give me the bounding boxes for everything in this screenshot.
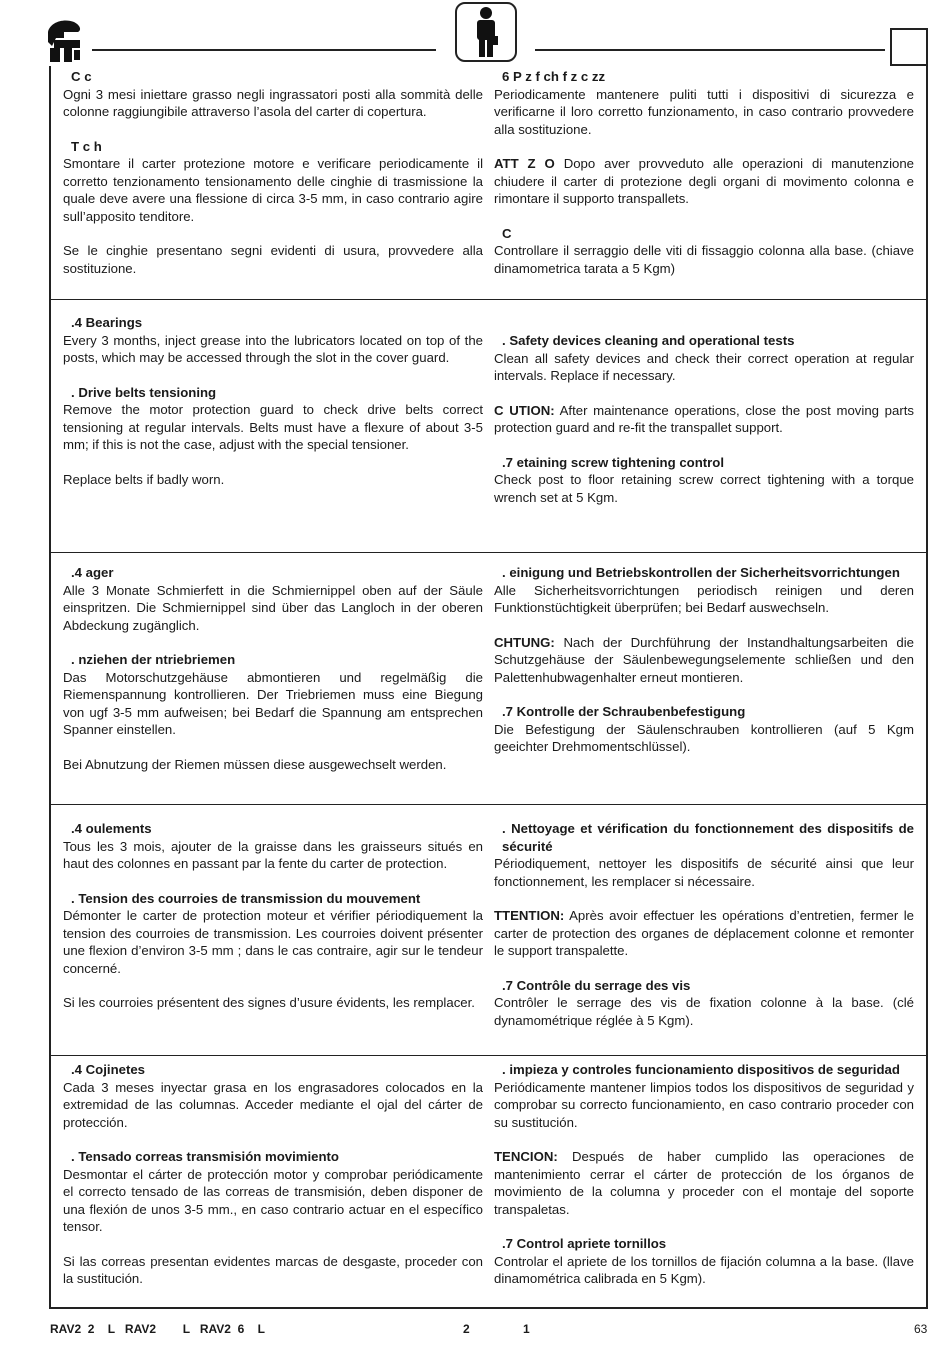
paragraph: Si las correas presentan evidentes marcas de desgaste, proceder con la sustitución.	[63, 1253, 483, 1286]
warning-label: TTENTION:	[494, 908, 565, 923]
heading-bearings: .4 oulements	[71, 821, 152, 836]
paragraph: Smontare il carter protezione motore e verificare periodicamente il corretto tenzionamento tensionamento delle cinghie di trasmissione la quale deve avere una flessione di circa 3-5 mm, in caso contrario agire sull’apposito tenditore.	[63, 156, 483, 224]
section-divider	[49, 552, 928, 553]
page-header	[0, 0, 950, 66]
section-divider	[49, 1055, 928, 1056]
warning-text: Nach der Durchführung der Instandhaltungsarbeiten die Schutzgehäuse der Säulenbewegungselemente schließen und den Palettenhubwagenhalter erneut montieren.	[494, 634, 914, 685]
operator-person-icon	[457, 4, 515, 60]
heading-bearings: .4 Bearings	[71, 315, 143, 330]
heading-screw-control: .7 etaining screw tightening control	[502, 454, 725, 470]
paragraph: Controllare il serraggio delle viti di fissaggio colonna alla base. (chiave dinamometrica tarata a 5 Kgm)	[494, 243, 914, 276]
section-divider	[49, 299, 928, 300]
heading-bearings: .4 Cojinetes	[71, 1062, 146, 1077]
heading-belts: T c h	[71, 138, 102, 154]
paragraph: Die Befestigung der Säulenschrauben kontrollieren (auf 5 Kgm geeichter Drehmomentschlüssel).	[494, 721, 914, 754]
paragraph: Se le cinghie presentano segni evidenti di usura, provvedere alla sostituzione.	[63, 243, 483, 276]
heading-screw-control: C	[502, 225, 512, 241]
warning-text: Dopo aver provveduto alle operazioni di manutenzione chiudere il carter di protezione degli organi di movimento colonna e rimontare il supporto transpallets.	[494, 156, 915, 206]
paragraph: Periodicamente mantenere puliti tutti i dispositivi di sicurezza e verificarne il loro corretto funzionamento, in caso contrario provvedere alla sostituzione.	[494, 86, 914, 137]
heading-safety-devices: . Safety devices cleaning and operational tests	[502, 333, 795, 348]
section-es-right	[494, 1061, 914, 1288]
section-de-left	[63, 564, 483, 773]
warning-paragraph	[494, 155, 914, 208]
paragraph: Clean all safety devices and check their correct operation at regular intervals. Replace if necessary.	[494, 350, 914, 383]
section-divider	[49, 804, 928, 805]
paragraph: Periódicamente mantener limpios todos los dispositivos de seguridad y comprobar su correcto funcionamiento, en caso contrario proceder con su sustitución.	[494, 1079, 914, 1130]
paragraph: Ogni 3 mesi iniettare grasso negli ingrassatori posti alla sommità delle colonne raggiungibile attraverso l’asola del carter di copertura.	[63, 86, 483, 119]
heading-belts: . Tensado correas transmisión movimiento	[71, 1149, 339, 1164]
footer-code: 2	[463, 1322, 470, 1336]
paragraph: Cada 3 meses inyectar grasa en los engrasadores colocados en la extremidad de las columnas. Acceder mediante el ojal del cárter de protección.	[63, 1079, 483, 1130]
section-it-right	[494, 68, 914, 277]
section-es-left	[63, 1061, 483, 1288]
section-de-right	[494, 564, 914, 756]
heading-safety-devices: . einigung und Betriebskontrollen der Sicherheitsvorrichtungen	[502, 565, 900, 580]
warning-text: After maintenance operations, close the post moving parts protection guard and re-fit the transpallet support.	[494, 402, 914, 435]
paragraph: Contrôler le serrage des vis de fixation colonne à la base. (clé dynamométrique réglée à 5 Kgm).	[494, 995, 914, 1028]
paragraph: Remove the motor protection guard to check drive belts correct tensioning at regular intervals. Belts must have a flexure of about 3-5 mm; if this is not the case, adjust with the special tensioner.	[63, 402, 483, 452]
heading-safety-devices: . Nettoyage et vérification du fonctionnement des dispositifs de sécurité	[502, 821, 914, 854]
warning-text: Después de haber cumplido las operaciones de mantenimiento cerrar el cárter de protección de los órganos de movimiento de la columna y proceder con el montaje del soporte transpaletas.	[494, 1149, 914, 1217]
heading-screw-control: .7 Kontrolle der Schraubenbefestigung	[502, 704, 746, 719]
header-rule-left	[92, 49, 436, 51]
warning-label: C UTION:	[494, 402, 555, 418]
paragraph: Desmontar el cárter de protección motor y comprobar periódicamente el correcto tensado de las correas de transmisión, deben disponer de una flexión de unos 3-5 mm., en caso contrario actuar en el específico tensor.	[63, 1166, 483, 1234]
paragraph: Démonter le carter de protection moteur et vérifier périodiquement la tension des courroies de transmission. Les courroies doivent présenter une flexion d’environ 3-5 mm ; dans le cas contraire, agir sur le tendeur concerné.	[63, 908, 483, 976]
section-fr-right	[494, 820, 914, 1029]
warning-label: ATT Z O	[494, 156, 555, 171]
paragraph: Alle Sicherheitsvorrichtungen periodisch reinigen und deren Funktionstüchtigkeit überprüfen; bei Bedarf auswechseln.	[494, 582, 914, 615]
section-fr-left	[63, 820, 483, 1012]
heading-bearings: .4 ager	[71, 565, 114, 580]
paragraph: Every 3 months, inject grease into the lubricators located on top of the posts, which may be accessed through the slot in the cover guard.	[63, 332, 483, 365]
heading-belts: . Drive belts tensioning	[71, 384, 217, 400]
paragraph: Das Motorschutzgehäuse abmontieren und regelmäßig die Riemenspannung kontrollieren. Der Triebriemen muss eine Biegung von ugf 3-5 mm aufweisen; bei Bedarf die Spannung am entsprechen Spanner einstellen.	[63, 669, 483, 737]
header-rule-right	[535, 49, 885, 51]
footer-model-list: RAV2 2 L RAV2 L RAV2 6 L	[50, 1322, 265, 1336]
footer-code: 1	[523, 1322, 530, 1336]
heading-belts: . nziehen der ntriebriemen	[71, 652, 236, 667]
paragraph: Périodiquement, nettoyer les dispositifs de sécurité ainsi que leur fonctionnement, les remplacer si nécessaire.	[494, 856, 914, 889]
warning-paragraph	[494, 402, 914, 437]
header-box	[890, 28, 928, 66]
warning-paragraph	[494, 1148, 914, 1218]
warning-paragraph	[494, 634, 914, 687]
page-number: 63	[914, 1322, 928, 1336]
heading-screw-control: .7 Control apriete tornillos	[502, 1236, 667, 1251]
operator-manual-badge	[455, 2, 517, 62]
warning-label: CHTUNG:	[494, 634, 555, 650]
heading-belts: . Tension des courroies de transmission du mouvement	[71, 890, 421, 906]
paragraph: Controlar el apriete de los tornillos de fijación columna a la base. (llave dinamométrica calibrada en 5 Kgm).	[494, 1253, 914, 1286]
manufacturer-logo-icon	[44, 18, 86, 64]
paragraph: Alle 3 Monate Schmierfett in die Schmiernippel oben auf der Säule einspritzen. Die Schmiernippel sind über das Langloch in der oberen Abdeckung zugänglich.	[63, 582, 483, 633]
warning-label: TENCION:	[494, 1149, 558, 1164]
paragraph: Replace belts if badly worn.	[63, 471, 225, 487]
paragraph: Tous les 3 mois, ajouter de la graisse dans les graisseurs situés en haut des colonnes en passant par la fente du carter de protection.	[63, 838, 483, 871]
heading-safety-devices: 6 P z f ch f z c zz	[502, 69, 606, 84]
section-en-right	[494, 332, 914, 506]
section-it-left	[63, 68, 483, 277]
heading-bearings: C c	[71, 69, 92, 84]
warning-text: Après avoir effectuer les opérations d’entretien, fermer le carter de protection des organes de déplacement colonne et remonter le support transpalette.	[494, 908, 915, 958]
heading-screw-control: .7 Contrôle du serrage des vis	[502, 977, 691, 993]
paragraph: Check post to floor retaining screw correct tightening with a torque wrench set at 5 Kgm.	[494, 472, 914, 505]
section-en-left	[63, 314, 483, 488]
paragraph: Bei Abnutzung der Riemen müssen diese ausgewechselt werden.	[63, 756, 447, 772]
warning-paragraph	[494, 907, 914, 960]
heading-safety-devices: . impieza y controles funcionamiento dispositivos de seguridad	[502, 1062, 900, 1077]
paragraph: Si les courroies présentent des signes d’usure évidents, les remplacer.	[63, 995, 475, 1010]
